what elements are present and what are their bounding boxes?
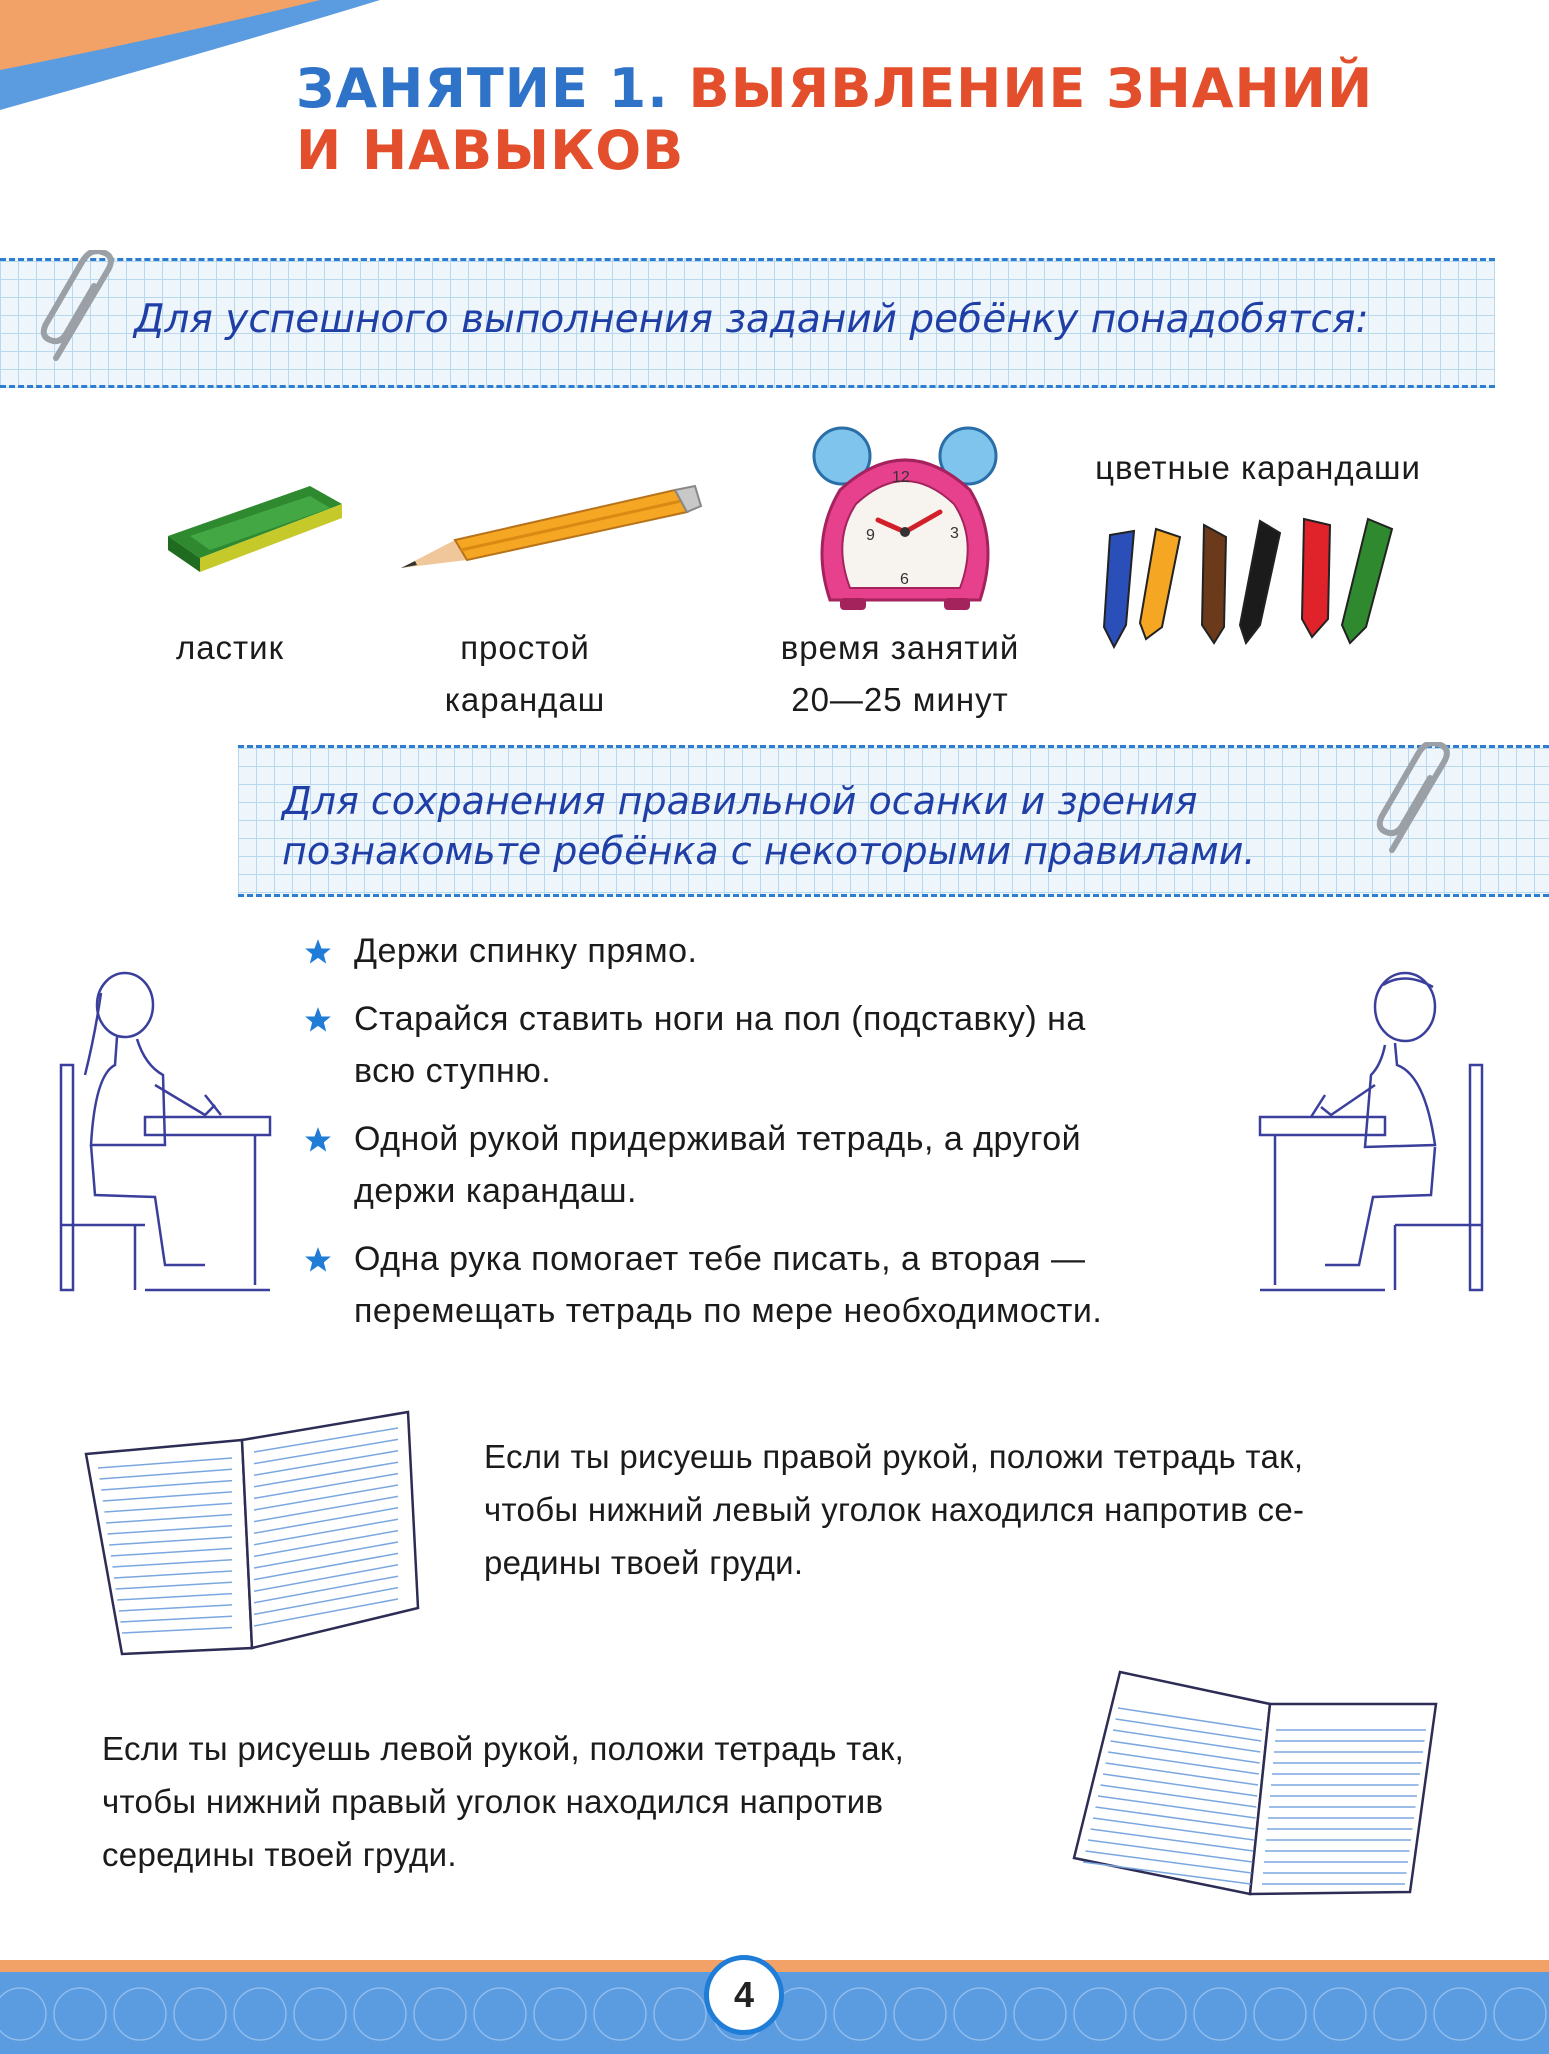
star-icon xyxy=(304,938,332,966)
posture-note-line-2: познакомьте ребёнка с некоторыми правилами. xyxy=(282,829,1256,873)
time-label-line-1: время занятий xyxy=(780,629,1020,666)
lesson-label: ЗАНЯТИЕ 1. xyxy=(296,57,669,120)
left-hand-instruction xyxy=(102,1722,1062,1881)
colored-pencils-icon xyxy=(1100,515,1420,655)
svg-text:9: 9 xyxy=(866,527,875,544)
pencil-label-line-1: простой xyxy=(460,629,590,666)
rule-2-line-2: всю ступню. xyxy=(354,1052,552,1090)
rule-3-line-1: Одной рукой придерживай тетрадь, а другой xyxy=(354,1120,1082,1158)
svg-text:3: 3 xyxy=(950,525,959,542)
right-hand-line-2: чтобы нижний левый уголок находился напротив се- xyxy=(484,1491,1305,1528)
right-hand-line-3: редины твоей груди. xyxy=(484,1544,804,1581)
star-icon xyxy=(304,1126,332,1154)
rule-2-line-1: Старайся ставить ноги на пол (подставку) на xyxy=(354,1000,1086,1038)
star-icon xyxy=(304,1246,332,1274)
posture-note-text xyxy=(282,776,1255,876)
page-number: 4 xyxy=(704,1955,784,2035)
title-part-1: ВЫЯВЛЕНИЕ ЗНАНИЙ xyxy=(688,57,1374,120)
pencil-icon xyxy=(395,482,705,582)
eraser-icon xyxy=(160,478,350,578)
svg-text:12: 12 xyxy=(892,469,910,486)
list-item xyxy=(300,925,1220,977)
title-part-2: И НАВЫКОВ xyxy=(296,119,685,182)
paperclip-icon xyxy=(36,250,126,370)
rule-3-line-2: держи карандаш. xyxy=(354,1172,637,1210)
list-item xyxy=(300,1233,1220,1337)
posture-note-line-1: Для сохранения правильной осанки и зрения xyxy=(282,779,1198,823)
supplies-note-text: Для успешного выполнения заданий ребёнку понадобятся: xyxy=(134,297,1369,342)
left-hand-line-3: середины твоей груди. xyxy=(102,1836,457,1873)
svg-text:6: 6 xyxy=(900,571,909,588)
supplies-note xyxy=(0,258,1495,388)
girl-at-desk-icon xyxy=(55,965,285,1300)
alarm-clock-icon xyxy=(800,420,1010,620)
star-icon xyxy=(304,1006,332,1034)
open-notebook-icon xyxy=(82,1408,422,1658)
boy-at-desk-icon xyxy=(1255,965,1490,1300)
posture-rules-list xyxy=(300,925,1220,1353)
time-label xyxy=(755,622,1045,726)
open-notebook-icon xyxy=(1070,1668,1440,1898)
paperclip-icon xyxy=(1372,742,1462,862)
colored-pencils-label: цветные карандаши xyxy=(1095,449,1421,486)
posture-note xyxy=(238,745,1549,897)
rule-4-line-1: Одна рука помогает тебе писать, а вторая — xyxy=(354,1240,1086,1278)
left-hand-line-1: Если ты рисуешь левой рукой, положи тетрадь так, xyxy=(102,1730,905,1767)
pencil-label xyxy=(405,622,645,726)
right-hand-line-1: Если ты рисуешь правой рукой, положи тетрадь так, xyxy=(484,1438,1304,1475)
time-label-line-2: 20—25 минут xyxy=(791,681,1009,718)
list-item xyxy=(300,993,1220,1097)
pencil-label-line-2: карандаш xyxy=(444,681,606,718)
rule-4-line-2: перемещать тетрадь по мере необходимости. xyxy=(354,1292,1103,1330)
right-hand-instruction xyxy=(484,1430,1494,1589)
list-item xyxy=(300,1113,1220,1217)
rule-1-line-1: Держи спинку прямо. xyxy=(354,932,698,970)
eraser-label: ластик xyxy=(175,629,285,666)
left-hand-line-2: чтобы нижний правый уголок находился напротив xyxy=(102,1783,884,1820)
page-title xyxy=(296,58,1373,182)
